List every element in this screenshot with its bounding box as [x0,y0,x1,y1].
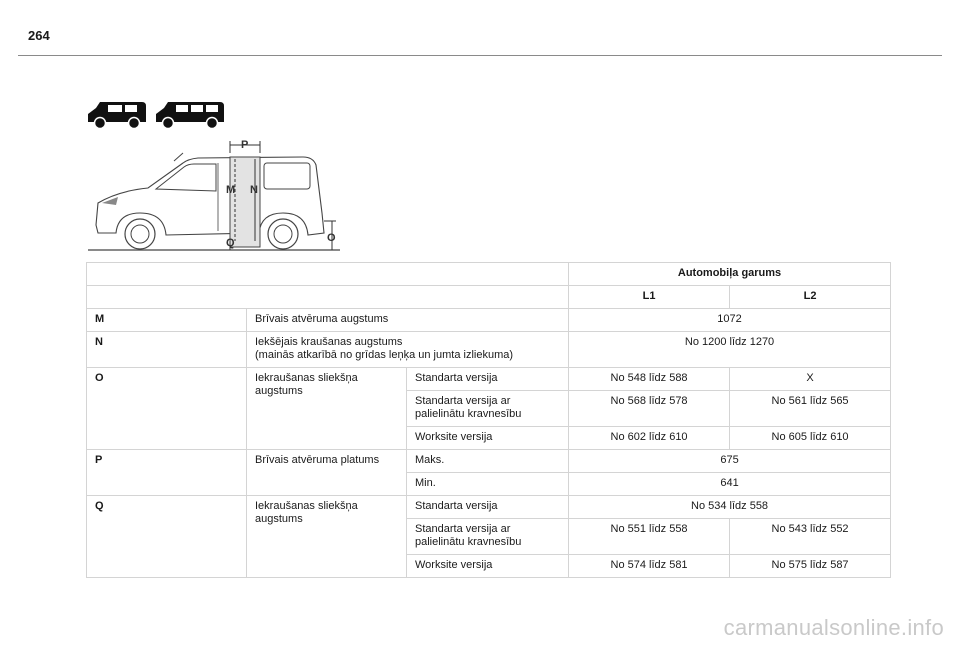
row-value: 641 [569,473,891,496]
variant-name: Standarta versija [407,496,569,519]
row-code: Q [87,496,247,578]
empty-cell [87,286,569,309]
dimensions-table [86,262,891,578]
table-subheader-row [87,286,891,309]
table-row-o [87,368,891,391]
row-code: N [87,332,247,368]
row-code: M [87,309,247,332]
l1-value: No 548 līdz 588 [569,368,730,391]
l2-value: X [730,368,891,391]
variant-line: palielinātu kravnesību [415,408,522,420]
table-row-m [87,309,891,332]
l1-header: L1 [569,286,730,309]
l2-value: No 561 līdz 565 [730,391,891,427]
l1-value: No 551 līdz 558 [569,519,730,555]
row-value: 675 [569,450,891,473]
variant-name: Worksite versija [407,427,569,450]
label-m: M [226,184,236,196]
vehicle-length-header: Automobiļa garums [569,263,891,286]
page-number: 264 [28,28,50,43]
label-q: Q [226,237,235,249]
row-value: No 1200 līdz 1270 [569,332,891,368]
van-long-icon [156,102,224,129]
vehicle-length-icons [86,98,226,132]
l1-value: No 574 līdz 581 [569,555,730,578]
desc-line: Iekraušanas sliekšņa [255,372,358,384]
row-description [247,368,407,450]
van-side-diagram [78,133,348,258]
label-p: P [241,139,249,151]
desc-line: Iekraušanas sliekšņa [255,500,358,512]
variant-name [407,519,569,555]
l2-header: L2 [730,286,891,309]
header-divider [18,55,942,56]
l2-value: No 605 līdz 610 [730,427,891,450]
watermark: carmanualsonline.info [723,615,944,640]
row-description [247,332,569,368]
l2-value: No 543 līdz 552 [730,519,891,555]
variant-name [407,391,569,427]
row-description: Brīvais atvēruma augstums [247,309,569,332]
variant-line: palielinātu kravnesību [415,536,522,548]
variant-name: Worksite versija [407,555,569,578]
desc-line: Iekšējais kraušanas augstums [255,336,403,348]
variant-name: Min. [407,473,569,496]
label-o: O [327,232,336,244]
desc-line: (mainās atkarībā no grīdas leņķa un jumta izliekuma) [255,349,514,361]
table-header-row [87,263,891,286]
van-short-icon [88,102,146,129]
variant-name: Standarta versija [407,368,569,391]
l2-value: No 575 līdz 587 [730,555,891,578]
table-row-q [87,496,891,519]
desc-line: augstums [255,513,303,525]
l1-value: No 602 līdz 610 [569,427,730,450]
table-row-n [87,332,891,368]
row-description: Brīvais atvēruma platums [247,450,407,496]
variant-name: Maks. [407,450,569,473]
desc-line: augstums [255,385,303,397]
row-description [247,496,407,578]
variant-line: Standarta versija ar [415,395,511,407]
row-code: O [87,368,247,450]
row-value: 1072 [569,309,891,332]
table-row-p [87,450,891,473]
row-value: No 534 līdz 558 [569,496,891,519]
empty-cell [87,263,569,286]
label-n: N [250,184,258,196]
row-code: P [87,450,247,496]
variant-line: Standarta versija ar [415,523,511,535]
l1-value: No 568 līdz 578 [569,391,730,427]
